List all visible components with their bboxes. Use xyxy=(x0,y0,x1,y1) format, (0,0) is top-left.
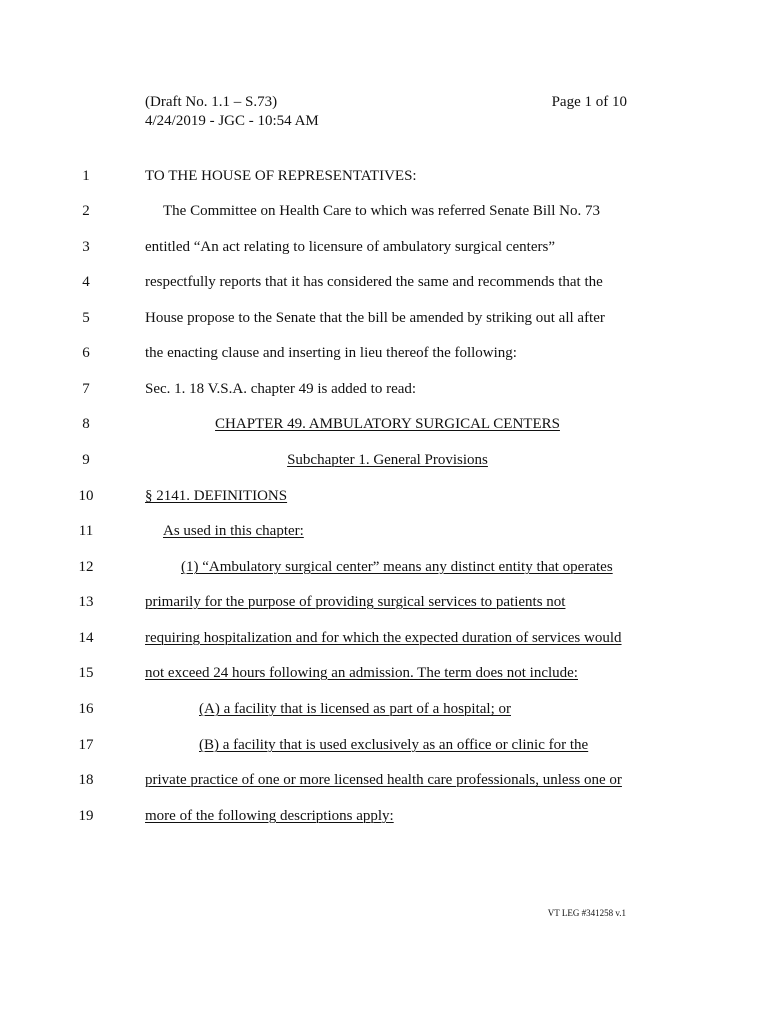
line-number: 5 xyxy=(82,310,90,326)
line-5 xyxy=(0,308,770,328)
line-number: 6 xyxy=(82,345,90,361)
line-number: 12 xyxy=(78,559,94,575)
line-11 xyxy=(0,521,770,541)
line-number: 13 xyxy=(78,594,94,610)
subchapter-heading: Subchapter 1. General Provisions xyxy=(287,452,488,468)
line-3 xyxy=(0,237,770,257)
line-8 xyxy=(0,414,770,434)
line-text: Sec. 1. 18 V.S.A. chapter 49 is added to read: xyxy=(145,381,417,397)
line-number: 11 xyxy=(78,523,94,539)
line-text: primarily for the purpose of providing surgical services to patients not xyxy=(145,594,566,610)
line-number: 17 xyxy=(78,737,94,753)
line-text: The Committee on Health Care to which was referred Senate Bill No. 73 xyxy=(163,203,600,219)
line-13 xyxy=(0,592,770,612)
chapter-heading: CHAPTER 49. AMBULATORY SURGICAL CENTERS xyxy=(215,416,560,432)
line-number: 16 xyxy=(78,701,94,717)
line-text: (1) “Ambulatory surgical center” means any distinct entity that operates xyxy=(181,559,613,575)
line-text: private practice of one or more licensed health care professionals, unless one or xyxy=(145,772,622,788)
draft-date: 4/24/2019 - JGC - 10:54 AM xyxy=(145,113,319,129)
line-number: 18 xyxy=(78,772,94,788)
line-text: (B) a facility that is used exclusively as an office or clinic for the xyxy=(199,737,589,753)
line-number: 10 xyxy=(78,488,94,504)
line-19 xyxy=(0,806,770,826)
line-text: requiring hospitalization and for which the expected duration of services would xyxy=(145,630,622,646)
page-number: Page 1 of 10 xyxy=(551,94,627,110)
document-id: VT LEG #341258 v.1 xyxy=(547,908,626,918)
line-4 xyxy=(0,272,770,292)
document-footer xyxy=(510,907,626,919)
line-number: 4 xyxy=(82,274,90,290)
line-6 xyxy=(0,343,770,363)
line-16 xyxy=(0,699,770,719)
draft-label: (Draft No. 1.1 – S.73) xyxy=(145,94,278,110)
line-number: 9 xyxy=(82,452,90,468)
line-7 xyxy=(0,379,770,399)
line-text: not exceed 24 hours following an admission. The term does not include: xyxy=(145,665,578,681)
line-text: As used in this chapter: xyxy=(163,523,304,539)
line-text: respectfully reports that it has considered the same and recommends that the xyxy=(145,274,603,290)
line-text: TO THE HOUSE OF REPRESENTATIVES: xyxy=(145,168,417,184)
line-10 xyxy=(0,486,770,506)
line-text: House propose to the Senate that the bill be amended by striking out all after xyxy=(145,310,605,326)
line-12 xyxy=(0,557,770,577)
line-number: 7 xyxy=(82,381,90,397)
section-heading: § 2141. DEFINITIONS xyxy=(145,488,288,504)
document-header xyxy=(145,93,627,131)
line-number: 8 xyxy=(82,416,90,432)
line-text: the enacting clause and inserting in lieu thereof the following: xyxy=(145,345,517,361)
line-18 xyxy=(0,770,770,790)
line-number: 15 xyxy=(78,665,94,681)
line-1 xyxy=(0,166,770,186)
line-2 xyxy=(0,201,770,221)
line-number: 19 xyxy=(78,808,94,824)
line-number: 3 xyxy=(82,239,90,255)
line-number: 1 xyxy=(82,168,90,184)
line-15 xyxy=(0,663,770,683)
line-14 xyxy=(0,628,770,648)
line-text: (A) a facility that is licensed as part of a hospital; or xyxy=(199,701,511,717)
line-number: 2 xyxy=(82,203,90,219)
line-text: more of the following descriptions apply: xyxy=(145,808,394,824)
line-9 xyxy=(0,450,770,470)
line-17 xyxy=(0,735,770,755)
line-number: 14 xyxy=(78,630,94,646)
line-text: entitled “An act relating to licensure of ambulatory surgical centers” xyxy=(145,239,555,255)
